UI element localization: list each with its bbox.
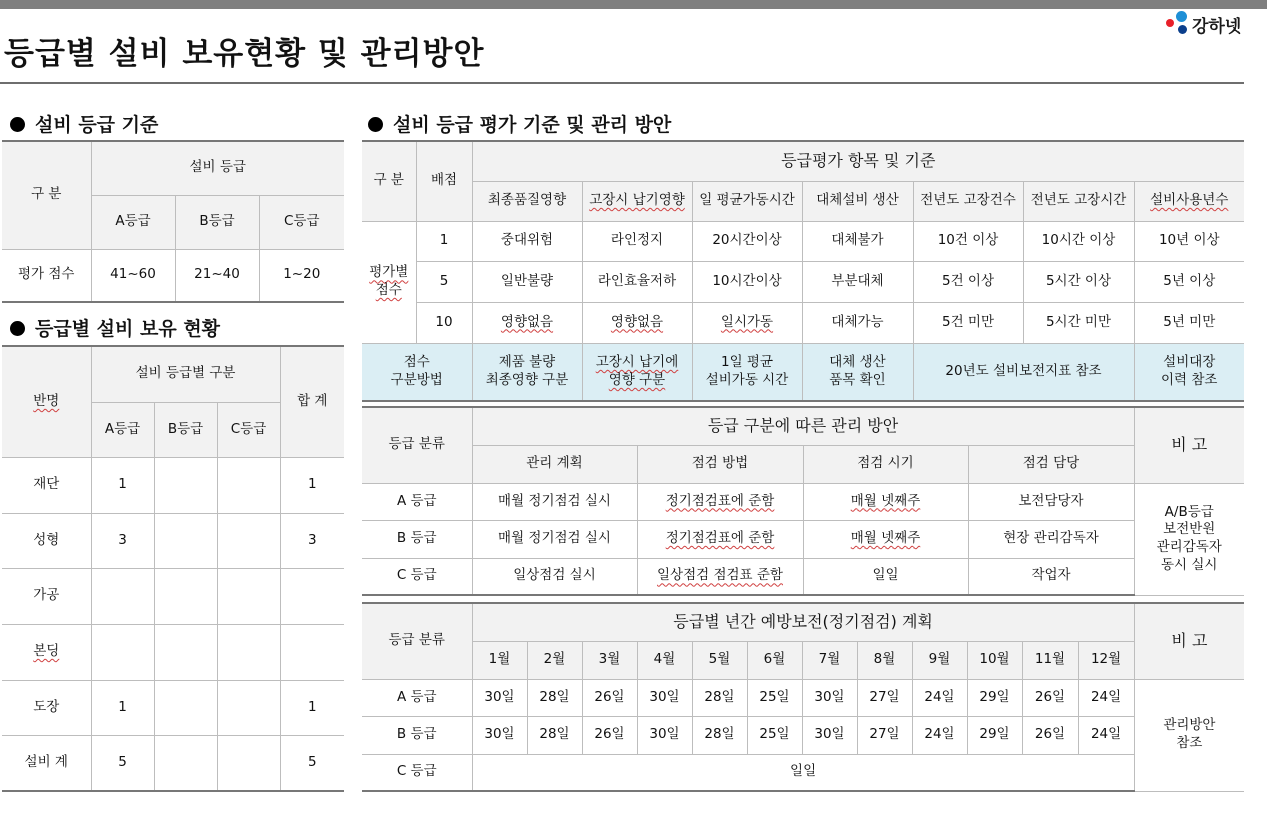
table-row <box>362 302 1244 343</box>
plan-day-cell: 26일 <box>1022 679 1078 716</box>
section-title-grade-criteria: 설비 등급 기준 <box>10 110 158 137</box>
criteria-grade-b: B등급 <box>175 195 259 249</box>
plan-month-header: 1월 <box>472 641 527 679</box>
plan-day-cell: 30일 <box>802 716 857 754</box>
plan-month-header: 11월 <box>1022 641 1078 679</box>
holdings-cell-c <box>217 735 280 791</box>
table-row <box>362 343 1244 401</box>
mgmt-grade-cell: C 등급 <box>362 558 472 595</box>
plan-day-cell: 30일 <box>637 716 692 754</box>
eval-method-cell: 고장시 납기에 영향 구분 <box>582 343 692 401</box>
table-row <box>362 483 1244 520</box>
plan-day-cell: 28일 <box>692 716 747 754</box>
holdings-row-name: 성형 <box>2 513 91 568</box>
mgmt-col-header: 점검 담당 <box>968 445 1134 483</box>
plan-month-header: 7월 <box>802 641 857 679</box>
holdings-cell-total: 3 <box>280 513 344 568</box>
eval-item-header: 일 평균가동시간 <box>692 181 802 221</box>
table-row <box>2 568 344 624</box>
top-accent-bar <box>0 0 1267 9</box>
holdings-cell-b <box>154 735 217 791</box>
eval-points-cell: 5 <box>416 261 472 302</box>
holdings-row-name: 설비 계 <box>2 735 91 791</box>
plan-day-cell: 30일 <box>802 679 857 716</box>
eval-points-cell: 1 <box>416 221 472 261</box>
mgmt-cell: 작업자 <box>968 558 1134 595</box>
holdings-cell-a <box>91 624 154 680</box>
eval-item-header: 전년도 고장건수 <box>913 181 1023 221</box>
table-row <box>362 261 1244 302</box>
eval-cell: 20시간이상 <box>692 221 802 261</box>
plan-group-header: 등급별 년간 예방보전(정기점검) 계획 <box>472 603 1134 641</box>
eval-points-cell: 10 <box>416 302 472 343</box>
eval-method-cell: 제품 불량 최종영향 구분 <box>472 343 582 401</box>
eval-method-label: 점수 구분방법 <box>362 343 472 401</box>
criteria-division-header: 구 분 <box>2 141 91 249</box>
grade-criteria-table <box>2 140 344 303</box>
criteria-grade-c: C등급 <box>259 195 344 249</box>
mgmt-remark-cell: A/B등급 보전반원 관리감독자 동시 실시 <box>1134 483 1244 595</box>
plan-day-cell: 26일 <box>1022 716 1078 754</box>
plan-month-header: 4월 <box>637 641 692 679</box>
criteria-row-label: 평가 점수 <box>2 249 91 302</box>
eval-group-header: 등급평가 항목 및 기준 <box>472 141 1244 181</box>
plan-grade-cell: B 등급 <box>362 716 472 754</box>
table-row <box>2 624 344 680</box>
holdings-row-name: 본딩 <box>2 624 91 680</box>
plan-day-cell: 25일 <box>747 716 802 754</box>
mgmt-cell: 일상점검 실시 <box>472 558 637 595</box>
holdings-cell-a: 5 <box>91 735 154 791</box>
management-plan-table <box>362 406 1244 596</box>
plan-month-header: 12월 <box>1078 641 1134 679</box>
eval-cell: 10년 이상 <box>1134 221 1244 261</box>
eval-cell: 대체가능 <box>802 302 913 343</box>
table-row <box>362 221 1244 261</box>
table-row <box>2 680 344 735</box>
section-title-holdings: 등급별 설비 보유 현황 <box>10 314 220 341</box>
plan-month-header: 5월 <box>692 641 747 679</box>
plan-grade-cell: C 등급 <box>362 754 472 791</box>
criteria-score-b: 21~40 <box>175 249 259 302</box>
plan-grade-cell: A 등급 <box>362 679 472 716</box>
mgmt-grade-cell: A 등급 <box>362 483 472 520</box>
table-row <box>2 457 344 513</box>
mgmt-cell: 매월 넷째주 <box>803 520 968 558</box>
plan-day-cell: 24일 <box>1078 679 1134 716</box>
plan-day-cell: 30일 <box>472 716 527 754</box>
logo-red-dot-icon <box>1166 19 1174 27</box>
eval-method-cell: 1일 평균 설비가동 시간 <box>692 343 802 401</box>
table-row <box>362 520 1244 558</box>
page-title: 등급별 설비 보유현황 및 관리방안 <box>4 36 485 72</box>
holdings-cell-a: 1 <box>91 680 154 735</box>
table-row <box>362 716 1244 754</box>
holdings-cell-b <box>154 624 217 680</box>
holdings-row-name: 도장 <box>2 680 91 735</box>
criteria-score-a: 41~60 <box>91 249 175 302</box>
eval-cell: 5건 이상 <box>913 261 1023 302</box>
mgmt-cell: 일일 <box>803 558 968 595</box>
eval-cell: 영향없음 <box>582 302 692 343</box>
holdings-cell-total: 1 <box>280 457 344 513</box>
eval-cell: 라인효율저하 <box>582 261 692 302</box>
company-logo <box>1166 8 1242 40</box>
logo-blue-dot-icon <box>1176 11 1187 22</box>
plan-day-cell: 27일 <box>857 716 912 754</box>
eval-cell: 대체불가 <box>802 221 913 261</box>
eval-points-header: 배점 <box>416 141 472 221</box>
holdings-cell-a <box>91 568 154 624</box>
plan-day-cell: 30일 <box>637 679 692 716</box>
plan-day-cell: 28일 <box>527 716 582 754</box>
eval-cell: 10시간 이상 <box>1023 221 1134 261</box>
eval-cell: 일반불량 <box>472 261 582 302</box>
holdings-cell-b <box>154 513 217 568</box>
mgmt-cell: 현장 관리감독자 <box>968 520 1134 558</box>
plan-day-cell: 30일 <box>472 679 527 716</box>
bullet-icon <box>10 117 25 132</box>
eval-cell: 5시간 미만 <box>1023 302 1134 343</box>
table-row <box>362 754 1244 791</box>
eval-item-header: 고장시 납기영향 <box>582 181 692 221</box>
mgmt-col-header: 관리 계획 <box>472 445 637 483</box>
plan-day-cell: 28일 <box>692 679 747 716</box>
eval-cell: 5시간 이상 <box>1023 261 1134 302</box>
bullet-icon <box>10 321 25 336</box>
eval-item-header: 설비사용년수 <box>1134 181 1244 221</box>
mgmt-grade-cell: B 등급 <box>362 520 472 558</box>
plan-month-header: 6월 <box>747 641 802 679</box>
holdings-cell-total: 5 <box>280 735 344 791</box>
plan-month-header: 9월 <box>912 641 967 679</box>
plan-month-header: 8월 <box>857 641 912 679</box>
holdings-cell-a: 3 <box>91 513 154 568</box>
eval-cell: 10시간이상 <box>692 261 802 302</box>
plan-day-cell: 25일 <box>747 679 802 716</box>
holdings-cell-c <box>217 680 280 735</box>
plan-day-cell: 29일 <box>967 679 1022 716</box>
plan-c-grade-value: 일일 <box>472 754 1134 791</box>
mgmt-remark-header: 비 고 <box>1134 407 1244 483</box>
plan-month-header: 3월 <box>582 641 637 679</box>
mgmt-cell: 정기점검표에 준함 <box>637 520 803 558</box>
holdings-total-header: 합 계 <box>280 346 344 457</box>
holdings-group-header: 설비 등급별 구분 <box>91 346 280 402</box>
plan-day-cell: 24일 <box>912 716 967 754</box>
eval-cell: 라인정지 <box>582 221 692 261</box>
eval-cell: 5년 이상 <box>1134 261 1244 302</box>
eval-method-cell: 대체 생산 품목 확인 <box>802 343 913 401</box>
bullet-icon <box>368 117 383 132</box>
mgmt-cell: 매월 정기점검 실시 <box>472 483 637 520</box>
mgmt-col-header: 점검 방법 <box>637 445 803 483</box>
eval-division-header: 구 분 <box>362 141 416 221</box>
logo-navy-dot-icon <box>1178 25 1187 34</box>
plan-remark-cell: 관리방안 참조 <box>1134 679 1244 791</box>
table-row <box>2 735 344 791</box>
holdings-cell-b <box>154 457 217 513</box>
holdings-grade-c: C등급 <box>217 402 280 457</box>
holdings-cell-total: 1 <box>280 680 344 735</box>
eval-method-cell: 설비대장 이력 참조 <box>1134 343 1244 401</box>
holdings-cell-a: 1 <box>91 457 154 513</box>
criteria-group-header: 설비 등급 <box>91 141 344 195</box>
eval-cell: 5건 미만 <box>913 302 1023 343</box>
table-row <box>362 679 1244 716</box>
holdings-cell-total <box>280 624 344 680</box>
evaluation-table <box>362 140 1244 402</box>
holdings-class-header: 반명 <box>2 346 91 457</box>
holdings-cell-b <box>154 680 217 735</box>
mgmt-group-header: 등급 구분에 따른 관리 방안 <box>472 407 1134 445</box>
plan-day-cell: 26일 <box>582 716 637 754</box>
eval-row-group-label: 평가별 점수 <box>362 221 416 343</box>
holdings-cell-c <box>217 568 280 624</box>
table-row <box>2 513 344 568</box>
eval-item-header: 최종품질영향 <box>472 181 582 221</box>
holdings-grade-a: A등급 <box>91 402 154 457</box>
mgmt-cell: 일상점검 점검표 준함 <box>637 558 803 595</box>
criteria-grade-a: A등급 <box>91 195 175 249</box>
holdings-cell-c <box>217 457 280 513</box>
criteria-score-c: 1~20 <box>259 249 344 302</box>
holdings-row-name: 재단 <box>2 457 91 513</box>
mgmt-col-header: 점검 시기 <box>803 445 968 483</box>
eval-cell: 부분대체 <box>802 261 913 302</box>
plan-day-cell: 28일 <box>527 679 582 716</box>
plan-remark-header: 비 고 <box>1134 603 1244 679</box>
plan-day-cell: 24일 <box>912 679 967 716</box>
eval-cell: 10건 이상 <box>913 221 1023 261</box>
mgmt-class-header: 등급 분류 <box>362 407 472 483</box>
holdings-row-name: 가공 <box>2 568 91 624</box>
mgmt-cell: 매월 정기점검 실시 <box>472 520 637 558</box>
eval-cell: 5년 미만 <box>1134 302 1244 343</box>
eval-cell: 중대위험 <box>472 221 582 261</box>
logo-text: 강하넷 <box>1192 17 1242 37</box>
holdings-table <box>2 345 344 792</box>
plan-day-cell: 24일 <box>1078 716 1134 754</box>
plan-class-header: 등급 분류 <box>362 603 472 679</box>
holdings-grade-b: B등급 <box>154 402 217 457</box>
table-row <box>362 558 1244 595</box>
plan-day-cell: 29일 <box>967 716 1022 754</box>
plan-month-header: 2월 <box>527 641 582 679</box>
plan-day-cell: 27일 <box>857 679 912 716</box>
plan-day-cell: 26일 <box>582 679 637 716</box>
annual-plan-table <box>362 602 1244 792</box>
eval-item-header: 전년도 고장시간 <box>1023 181 1134 221</box>
section-title-evaluation: 설비 등급 평가 기준 및 관리 방안 <box>368 110 671 137</box>
eval-cell: 일시가동 <box>692 302 802 343</box>
mgmt-cell: 보전담당자 <box>968 483 1134 520</box>
holdings-cell-c <box>217 624 280 680</box>
eval-item-header: 대체설비 생산 <box>802 181 913 221</box>
mgmt-cell: 정기점검표에 준함 <box>637 483 803 520</box>
plan-month-header: 10월 <box>967 641 1022 679</box>
holdings-cell-c <box>217 513 280 568</box>
eval-method-cell: 20년도 설비보전지표 참조 <box>913 343 1134 401</box>
holdings-cell-b <box>154 568 217 624</box>
title-divider <box>0 82 1244 84</box>
eval-cell: 영향없음 <box>472 302 582 343</box>
holdings-cell-total <box>280 568 344 624</box>
mgmt-cell: 매월 넷째주 <box>803 483 968 520</box>
